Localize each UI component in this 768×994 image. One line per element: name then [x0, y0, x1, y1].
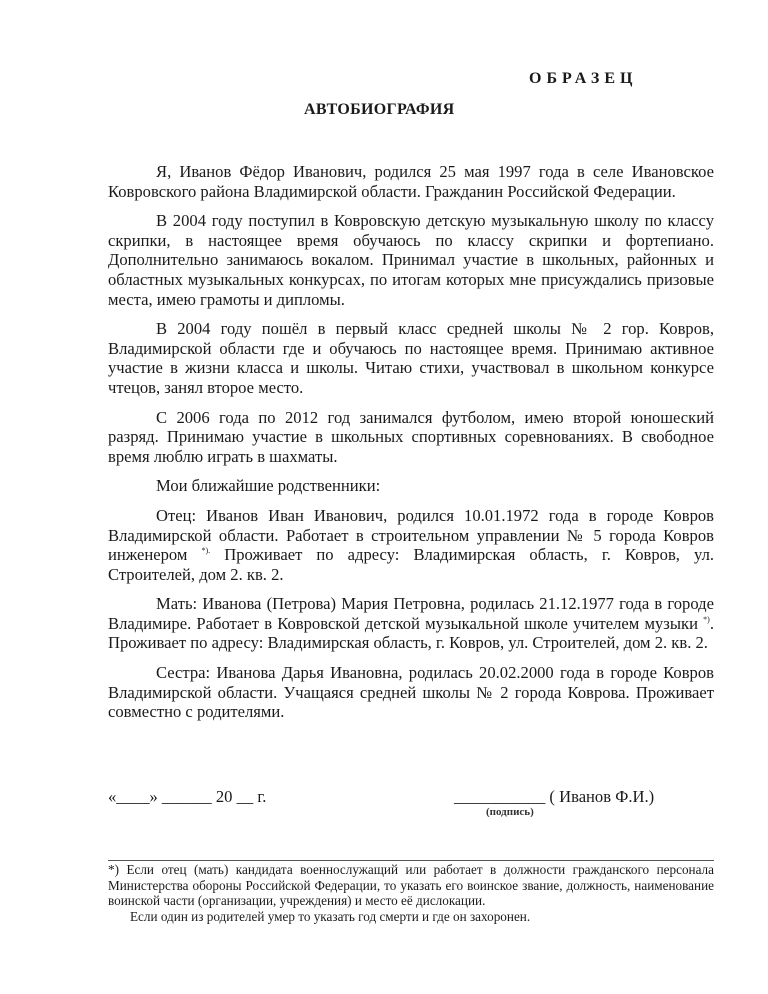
mother-text-b: . Проживает по адресу: Владимирская область, г. Ковров, ул. Строителей, дом 2. кв. 2.: [108, 613, 714, 653]
father-text-b: Проживает по адресу: Владимирская область, г. Ковров, ул. Строителей, дом 2. кв. 2.: [108, 545, 714, 584]
document-title: АВТОБИОГРАФИЯ: [304, 101, 455, 118]
document-body: [108, 162, 714, 732]
signature-block: [108, 787, 714, 827]
paragraph-mother: [108, 594, 714, 653]
paragraph-school: В 2004 году пошёл в первый класс средней школы № 2 гор. Ковров, Владимирской области где и обучаюсь по настоящее время. Принимаю активное участие в жизни класса и школы. Читаю стихи, участвовал в школьном конкурсе чтецов, занял второе место.: [108, 319, 714, 397]
paragraph-birth: Я, Иванов Фёдор Иванович, родился 25 мая 1997 года в селе Ивановское Ковровского района Владимирской области. Гражданин Российской Федерации.: [108, 162, 714, 201]
paragraph-sister: Сестра: Иванова Дарья Ивановна, родилась 20.02.2000 года в городе Ковров Владимирской области. Учащаяся средней школы № 2 города Коврова. Проживает совместно с родителями.: [108, 663, 714, 722]
father-text-a: Отец: Иванов Иван Иванович, родился 10.01.1972 года в городе Ковров Владимирской области. Работает в строительном управлении № 5 города Ковров инженером: [108, 505, 714, 565]
footnote-divider: [108, 860, 714, 861]
paragraph-father: [108, 506, 714, 584]
signature-field: ___________ ( Иванов Ф.И.): [454, 787, 655, 806]
footnote-marker: *): [703, 614, 710, 624]
paragraph-sports: С 2006 года по 2012 год занимался футболом, имею второй юношеский разряд. Принимаю участие в школьных спортивных соревнованиях. В свободное время люблю играть в шахматы.: [108, 407, 714, 466]
paragraph-relatives-heading: Мои ближайшие родственники:: [156, 476, 381, 496]
date-field: «____» ______ 20 __ г.: [108, 787, 267, 806]
signature-caption: (подпись): [486, 806, 534, 818]
footnote-line-2: Если один из родителей умер то указать год смерти и где он захоронен.: [130, 908, 531, 924]
footnote: [108, 862, 714, 924]
paragraph-music-school: В 2004 году поступил в Ковровскую детскую музыкальную школу по классу скрипки, в настоящее время обучаюсь по классу скрипки и фортепиано. Дополнительно занимаюсь вокалом. Принимал участие в школьных, районных и областных музыкальных конкурсах, по итогам которых мне присуждались призовые места, имею грамоты и дипломы.: [108, 211, 714, 309]
mother-text-a: Мать: Иванова (Петрова) Мария Петровна, родилась 21.12.1977 года в городе Владимире. Работает в Ковровской детской музыкальной школе учителем музыки: [108, 594, 714, 633]
sample-stamp: ОБРАЗЕЦ: [529, 70, 638, 87]
footnote-line-1: *) Если отец (мать) кандидата военнослужащий или работает в должности гражданского персонала Министерства обороны Российской Федерации, то указать его воинское звание, должность, наименование воинской части (организации, учреждения) и место её дислокации.: [108, 862, 714, 908]
footnote-marker: *).: [201, 546, 211, 556]
